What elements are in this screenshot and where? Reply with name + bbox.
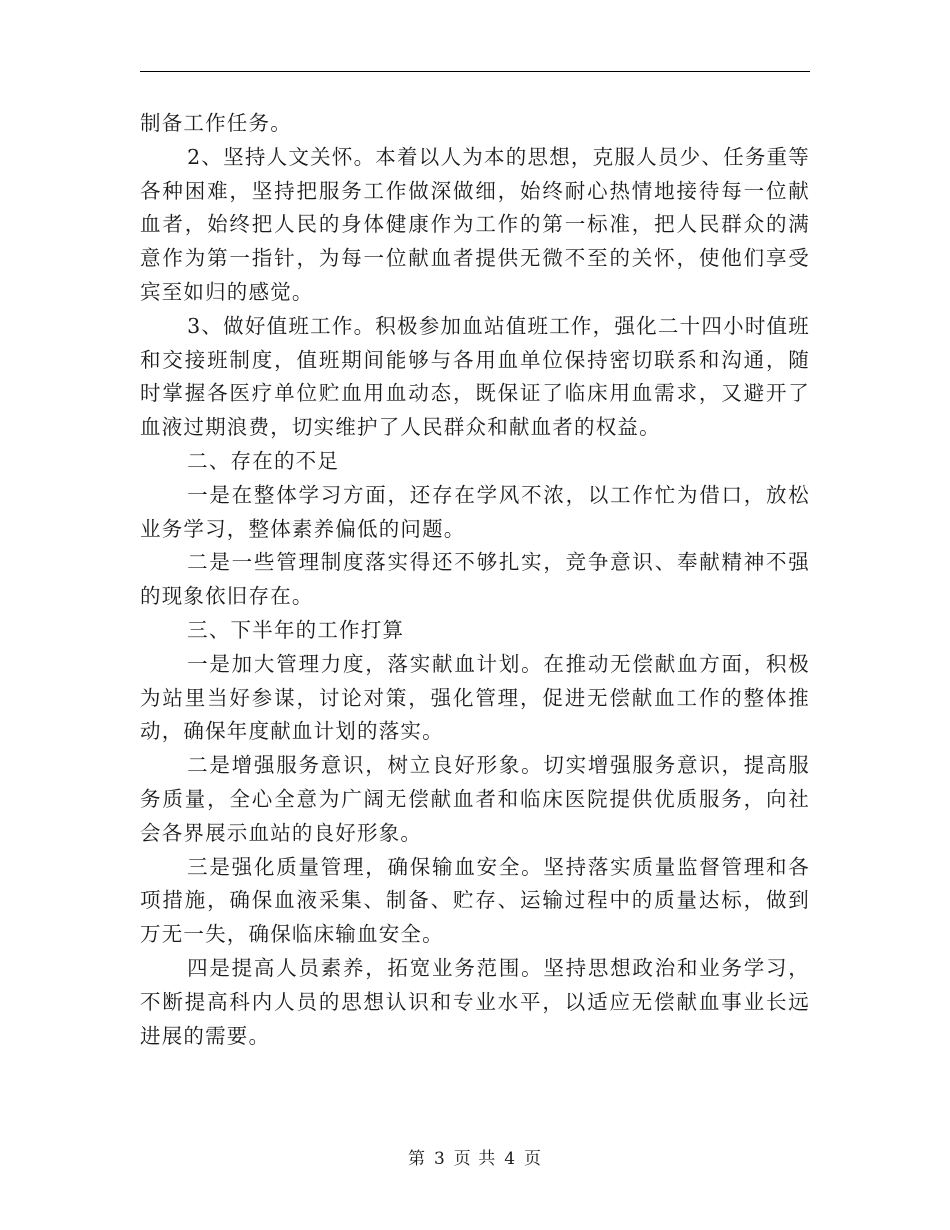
paragraph-shortcoming-2: 二是一些管理制度落实得还不够扎实，竞争意识、奉献精神不强的现象依旧存在。: [140, 550, 810, 609]
paragraph-item-2: 2、坚持人文关怀。本着以人为本的思想，克服人员少、任务重等各种困难，坚持把服务工作做深做细，始终耐心热情地接待每一位献血者，始终把人民的身体健康作为工作的第一标准，把人民群众的满意作为第一指针，为每一位献血者提供无微不至的关怀，使他们享受宾至如归的感觉。: [140, 144, 810, 304]
paragraph-plan-2: 二是增强服务意识，树立良好形象。切实增强服务意识，提高服务质量，全心全意为广阔无偿献血者和临床医院提供优质服务，向社会各界展示血站的良好形象。: [140, 753, 810, 845]
page-label-prefix: 第: [407, 1149, 426, 1169]
paragraph-plan-3: 三是强化质量管理，确保输血安全。坚持落实质量监督管理和各项措施，确保血液采集、制备、贮存、运输过程中的质量达标，做到万无一失，确保临床输血安全。: [140, 854, 810, 947]
section-heading-shortcomings: 二、存在的不足: [187, 448, 340, 473]
paragraph-plan-4: 四是提高人员素养，拓宽业务范围。坚持思想政治和业务学习，不断提高科内人员的思想认识和专业水平，以适应无偿献血事业长远进展的需要。: [140, 955, 810, 1048]
paragraph-shortcoming-1: 一是在整体学习方面，还存在学风不浓，以工作忙为借口，放松业务学习，整体素养偏低的问题。: [140, 482, 810, 541]
paragraph-continuation: 制备工作任务。: [140, 111, 292, 135]
page-footer: [0, 1144, 950, 1169]
page-label-middle: 页 共: [453, 1149, 497, 1169]
section-heading-plans: 三、下半年的工作打算: [187, 617, 405, 642]
paragraph-item-3: 3、做好值班工作。积极参加血站值班工作，强化二十四小时值班和交接班制度，值班期间能够与各用血单位保持密切联系和沟通，随时掌握各医疗单位贮血用血动态，既保证了临床用血需求，又避开了血液过期浪费，切实维护了人民群众和献血者的权益。: [140, 313, 810, 440]
total-pages-number: 4: [504, 1149, 517, 1169]
header-rule: [140, 71, 810, 72]
page-label-suffix: 页: [524, 1149, 543, 1169]
document-body: [140, 107, 810, 1053]
paragraph-plan-1: 一是加大管理力度，落实献血计划。在推动无偿献血方面，积极为站里当好参谋，讨论对策，强化管理，促进无偿献血工作的整体推动，确保年度献血计划的落实。: [140, 651, 810, 744]
current-page-number: 3: [433, 1149, 446, 1169]
